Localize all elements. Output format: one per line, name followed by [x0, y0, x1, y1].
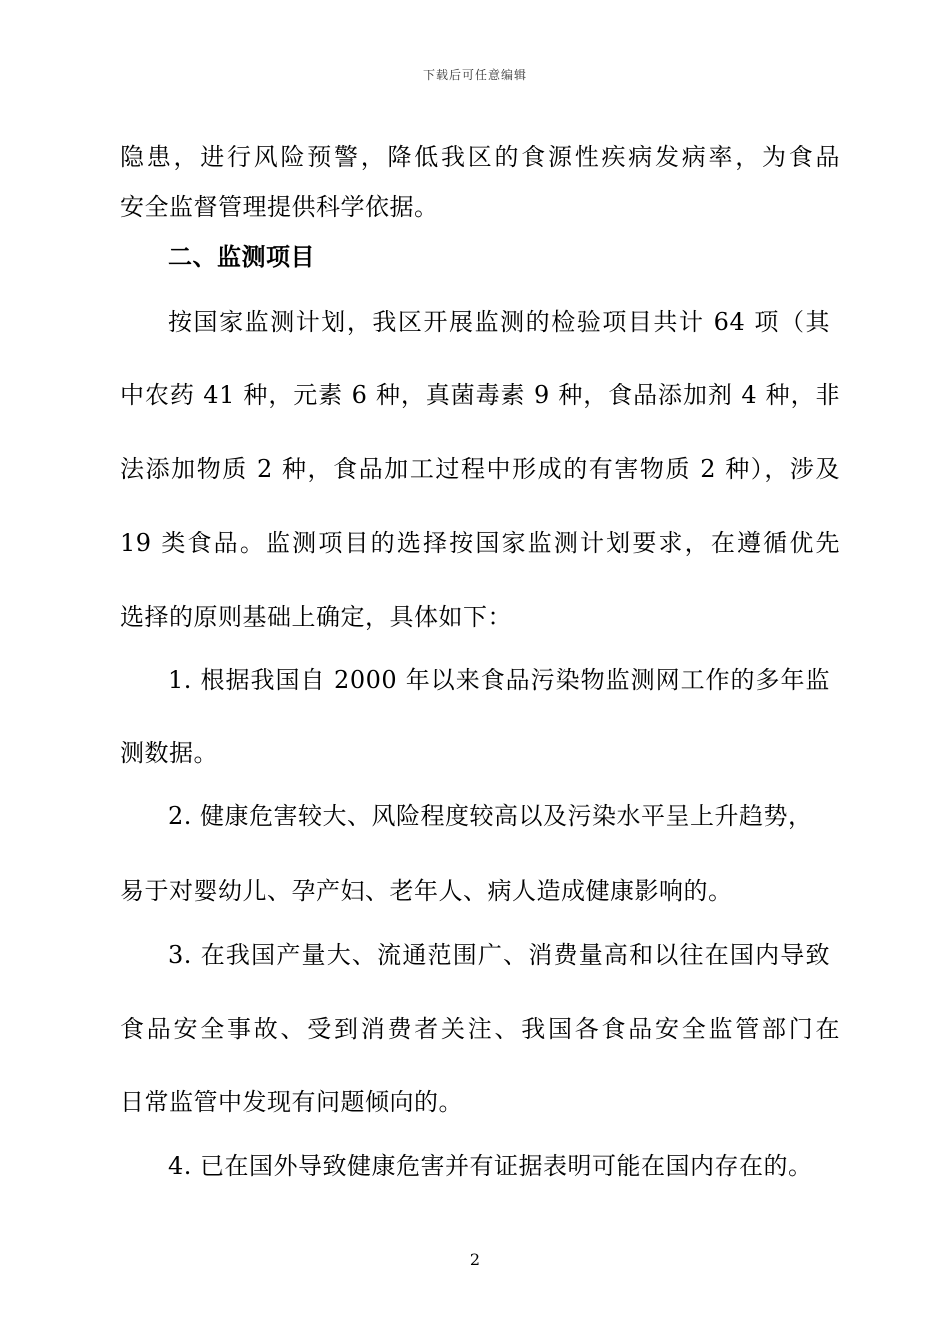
paragraph-line: 隐患，进行风险预警，降低我区的食源性疾病发病率，为食品 [120, 143, 840, 171]
paragraph-line: 19 类食品。监测项目的选择按国家监测计划要求，在遵循优先 [120, 529, 840, 557]
paragraph-line: 法添加物质 2 种，食品加工过程中形成的有害物质 2 种），涉及 [120, 455, 840, 483]
paragraph-line: 日常监管中发现有问题倾向的。 [120, 1088, 463, 1116]
paragraph-line: 按国家监测计划，我区开展监测的检验项目共计 64 项（其 [168, 308, 830, 336]
list-item-2: 2. 健康危害较大、风险程度较高以及污染水平呈上升趋势， [168, 802, 813, 830]
page-number: 2 [469, 1250, 481, 1269]
paragraph-line: 食品安全事故、受到消费者关注、我国各食品安全监管部门在 [120, 1015, 840, 1043]
paragraph-line: 中农药 41 种，元素 6 种，真菌毒素 9 种，食品添加剂 4 种，非 [120, 381, 840, 409]
paragraph-line: 易于对婴幼儿、孕产妇、老年人、病人造成健康影响的。 [120, 877, 733, 905]
list-item-4: 4. 已在国外导致健康危害并有证据表明可能在国内存在的。 [168, 1152, 813, 1180]
paragraph-line: 选择的原则基础上确定，具体如下： [120, 603, 512, 631]
section-heading: 二、监测项目 [168, 243, 315, 271]
page-header-note: 下载后可任意编辑 [422, 68, 527, 82]
paragraph-line: 测数据。 [120, 739, 218, 767]
list-item-3: 3. 在我国产量大、流通范围广、消费量高和以往在国内导致 [168, 941, 830, 969]
list-item-1: 1. 根据我国自 2000 年以来食品污染物监测网工作的多年监 [168, 666, 830, 694]
paragraph-line: 安全监督管理提供科学依据。 [120, 193, 439, 221]
